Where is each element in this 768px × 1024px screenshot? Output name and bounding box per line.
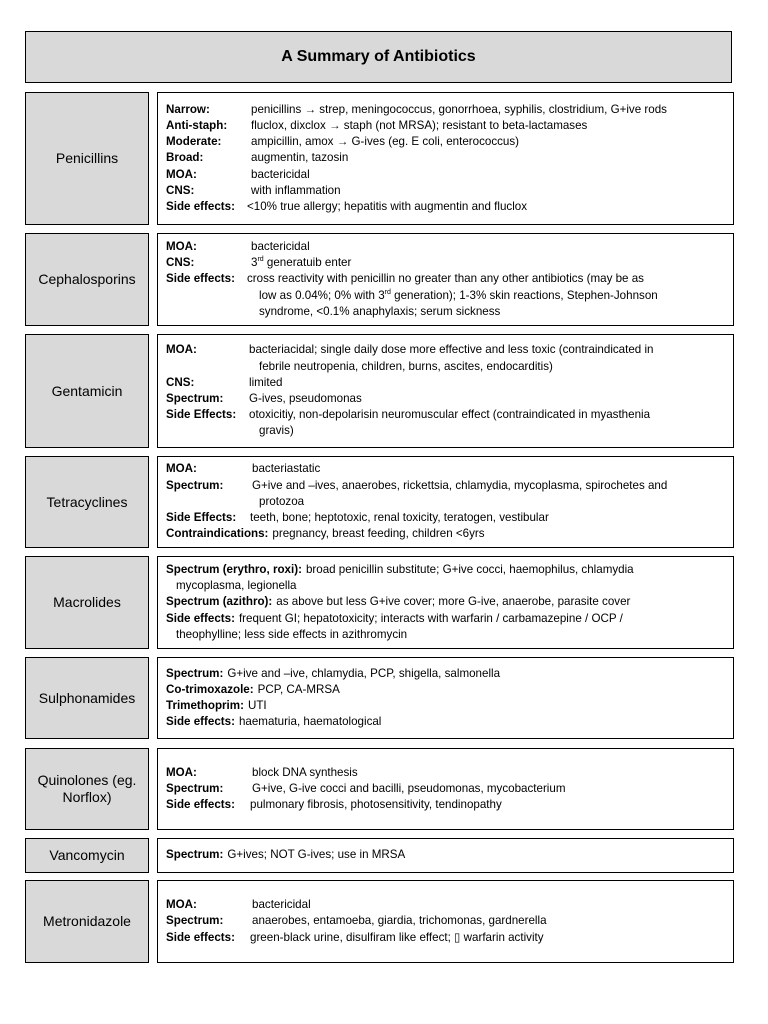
drug-details bbox=[157, 334, 734, 448]
field-key: MOA: bbox=[166, 239, 197, 253]
field-value: teeth, bone; heptotoxic, renal toxicity, teratogen, vestibular bbox=[250, 511, 549, 525]
drug-class-label: Sulphonamides bbox=[25, 657, 149, 739]
field-value: as above but less G+ive cover; more G-ive, anaerobe, parasite cover bbox=[276, 595, 631, 609]
row-tetracyclines bbox=[25, 456, 734, 548]
field-key: Spectrum: bbox=[166, 848, 224, 862]
field-value: bactericidal bbox=[252, 898, 311, 912]
field-key: Broad: bbox=[166, 151, 204, 165]
drug-details bbox=[157, 556, 734, 649]
field-key: Contraindications: bbox=[166, 527, 269, 541]
field-value: penicillins → strep, meningococcus, gonorrhoea, syphilis, clostridium, G+ive rods bbox=[251, 102, 667, 116]
field-value: G+ives; NOT G-ives; use in MRSA bbox=[227, 848, 406, 862]
field-key: MOA: bbox=[166, 343, 197, 357]
field-key: Side effects: bbox=[166, 798, 235, 812]
row-macrolides bbox=[25, 556, 734, 649]
field-key: Co-trimoxazole: bbox=[166, 682, 254, 696]
field-value: ampicillin, amox → G-ives (eg. E coli, enterococcus) bbox=[251, 135, 520, 149]
page-title: A Summary of Antibiotics bbox=[25, 31, 732, 83]
row-vancomycin bbox=[25, 838, 734, 873]
drug-details bbox=[157, 233, 734, 326]
field-value: febrile neutropenia, children, burns, ascites, endocarditis) bbox=[259, 359, 553, 373]
drug-class-label: Penicillins bbox=[25, 92, 149, 225]
field-key: Side Effects: bbox=[166, 408, 237, 422]
field-value: bacteriacidal; single daily dose more effective and less toxic (contraindicated in bbox=[249, 343, 654, 357]
field-value: G+ive and –ives, anaerobes, rickettsia, chlamydia, mycoplasma, spirochetes and bbox=[252, 478, 668, 492]
field-key: MOA: bbox=[166, 898, 197, 912]
drug-class-label: Cephalosporins bbox=[25, 233, 149, 326]
field-key: Side effects: bbox=[166, 200, 235, 213]
drug-class-label: Gentamicin bbox=[25, 334, 149, 448]
field-value: fluclox, dixclox → staph (not MRSA); resistant to beta-lactamases bbox=[251, 118, 588, 132]
field-key: CNS: bbox=[166, 375, 195, 389]
drug-details bbox=[157, 838, 734, 873]
field-value: green-black urine, disulfiram like effect; ▯ warfarin activity bbox=[250, 930, 544, 944]
drug-details bbox=[157, 92, 734, 225]
field-value: gravis) bbox=[259, 424, 294, 438]
row-gentamicin bbox=[25, 334, 734, 448]
drug-class-label: Macrolides bbox=[25, 556, 149, 649]
field-value: anaerobes, entamoeba, giardia, trichomonas, gardnerella bbox=[252, 914, 547, 928]
row-cephalosporins bbox=[25, 233, 734, 326]
field-value: broad penicillin substitute; G+ive cocci, haemophilus, chlamydia bbox=[305, 562, 634, 576]
drug-details bbox=[157, 456, 734, 548]
field-key: Spectrum (azithro): bbox=[166, 595, 273, 609]
field-value: bactericidal bbox=[251, 239, 310, 253]
field-value: pregnancy, breast feeding, children <6yrs bbox=[272, 527, 485, 541]
row-sulphonamides bbox=[25, 657, 734, 739]
field-key: Trimethoprim: bbox=[166, 699, 244, 712]
field-key: MOA: bbox=[166, 765, 197, 779]
field-key: CNS: bbox=[166, 183, 195, 197]
drug-class-label: Metronidazole bbox=[25, 880, 149, 963]
field-value: mycoplasma, legionella bbox=[176, 579, 297, 593]
field-value: syndrome, <0.1% anaphylaxis; serum sickness bbox=[259, 304, 501, 318]
field-value: UTI bbox=[247, 699, 267, 712]
field-value: with inflammation bbox=[251, 183, 341, 197]
drug-details bbox=[157, 748, 734, 830]
field-value: G+ive and –ive, chlamydia, PCP, shigella, salmonella bbox=[227, 666, 501, 680]
field-key: Narrow: bbox=[166, 102, 210, 116]
field-value: frequent GI; hepatotoxicity; interacts with warfarin / carbamazepine / OCP / bbox=[238, 611, 623, 625]
field-value: limited bbox=[249, 375, 283, 389]
field-key: Spectrum (erythro, roxi): bbox=[166, 562, 302, 576]
field-value: G+ive, G-ive cocci and bacilli, pseudomonas, mycobacterium bbox=[252, 781, 566, 795]
field-value: haematuria, haematological bbox=[238, 715, 382, 729]
field-value: cross reactivity with penicillin no greater than any other antibiotics (may be as bbox=[247, 272, 644, 286]
field-value: low as 0.04%; 0% with 3rd generation); 1-3% skin reactions, Stephen-Johnson bbox=[259, 288, 658, 302]
field-value: G-ives, pseudomonas bbox=[249, 392, 362, 405]
field-value: protozoa bbox=[259, 494, 305, 508]
field-key: Spectrum: bbox=[166, 666, 224, 680]
field-value: otoxicitiy, non-depolarisin neuromuscular effect (contraindicated in myasthenia bbox=[249, 408, 651, 422]
field-key: Spectrum: bbox=[166, 392, 224, 405]
field-value: PCP, CA-MRSA bbox=[257, 682, 340, 696]
field-value: <10% true allergy; hepatitis with augmentin and fluclox bbox=[247, 200, 528, 213]
field-key: Spectrum: bbox=[166, 781, 224, 795]
field-key: Side effects: bbox=[166, 930, 235, 944]
drug-class-label: Vancomycin bbox=[25, 838, 149, 873]
drug-details bbox=[157, 880, 734, 963]
field-key: CNS: bbox=[166, 256, 195, 270]
field-key: Side Effects: bbox=[166, 511, 237, 525]
field-key: Anti-staph: bbox=[166, 118, 228, 132]
field-value: 3rd generatuib enter bbox=[251, 256, 352, 270]
field-key: Side effects: bbox=[166, 611, 235, 625]
field-value: pulmonary fibrosis, photosensitivity, tendinopathy bbox=[250, 798, 502, 812]
drug-class-label: Tetracyclines bbox=[25, 456, 149, 548]
row-quinolones bbox=[25, 748, 734, 830]
field-value: bactericidal bbox=[251, 167, 310, 181]
field-key: MOA: bbox=[166, 167, 197, 181]
row-penicillins bbox=[25, 92, 734, 225]
field-value: bacteriastatic bbox=[252, 462, 321, 476]
field-key: Spectrum: bbox=[166, 478, 224, 492]
field-key: Side effects: bbox=[166, 715, 235, 729]
row-metronidazole bbox=[25, 880, 734, 963]
field-key: MOA: bbox=[166, 462, 197, 476]
field-value: augmentin, tazosin bbox=[251, 151, 349, 165]
drug-class-label: Quinolones (eg. Norflox) bbox=[25, 748, 149, 830]
drug-details bbox=[157, 657, 734, 739]
field-value: block DNA synthesis bbox=[252, 765, 358, 779]
field-key: Spectrum: bbox=[166, 914, 224, 928]
field-key: Moderate: bbox=[166, 135, 222, 149]
field-key: Side effects: bbox=[166, 272, 235, 286]
field-value: theophylline; less side effects in azithromycin bbox=[176, 627, 408, 641]
